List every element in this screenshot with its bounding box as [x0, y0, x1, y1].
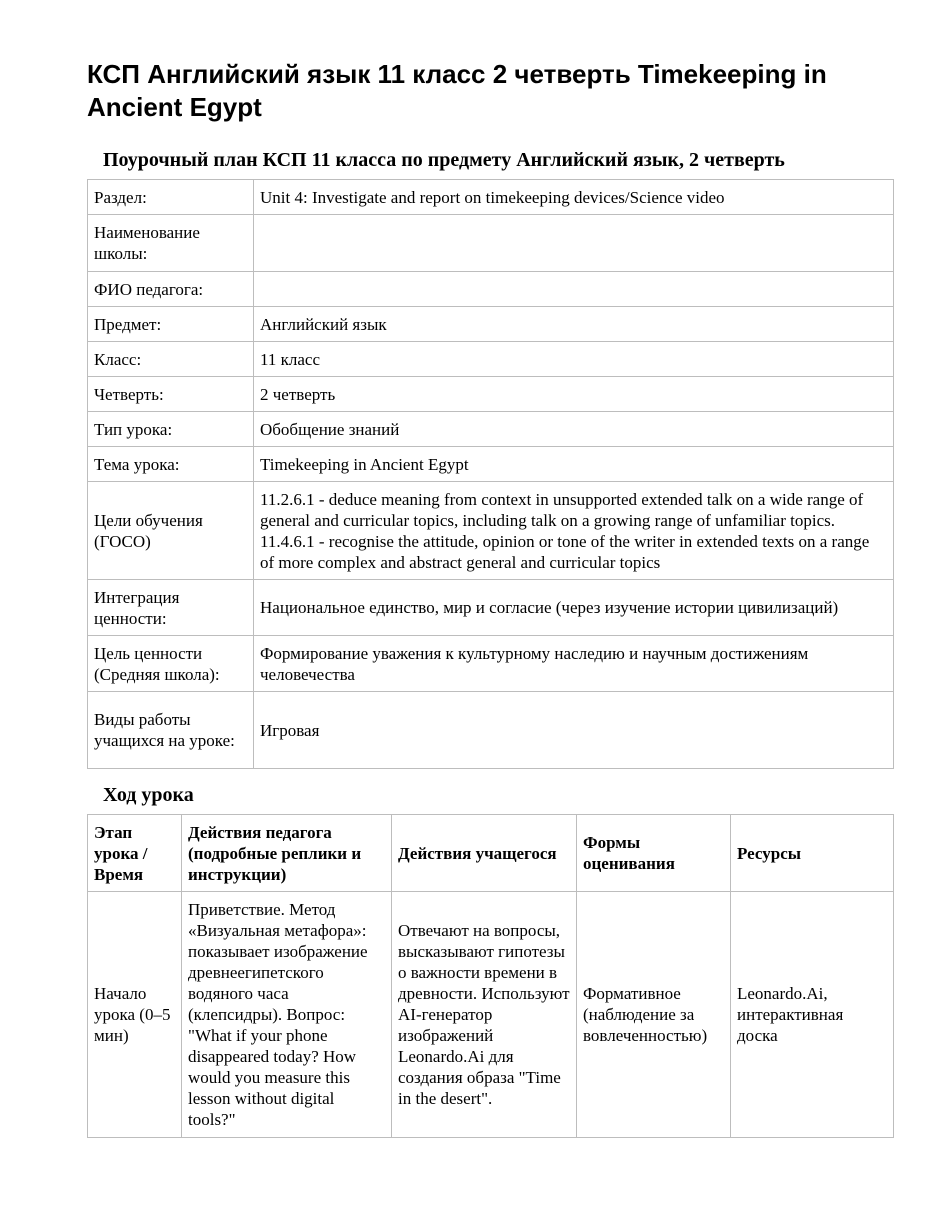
info-value: 2 четверть — [254, 377, 894, 412]
table-row — [88, 482, 894, 580]
column-header-student-actions: Действия учащегося — [392, 815, 577, 892]
info-label: Тип урока: — [88, 412, 254, 447]
document-title: КСП Английский язык 11 класс 2 четверть Timekeeping in Ancient Egypt — [87, 59, 827, 122]
info-value: Timekeeping in Ancient Egypt — [254, 447, 894, 482]
info-value: 11 класс — [254, 342, 894, 377]
info-label: ФИО педагога: — [88, 272, 254, 307]
table-row — [88, 342, 894, 377]
info-label: Наименование школы: — [88, 215, 254, 272]
info-label: Интеграция ценности: — [88, 580, 254, 636]
info-value: Формирование уважения к культурному наследию и научным достижениям человечества — [254, 636, 894, 692]
column-header-teacher-actions: Действия педагога (подробные реплики и инструкции) — [182, 815, 392, 892]
table-row — [88, 307, 894, 342]
table-row — [88, 377, 894, 412]
student-actions-cell: Отвечают на вопросы, высказывают гипотезы о важности времени в древности. Используют AI-генератор изображений Leonardo.Ai для создания образа "Time in the desert". — [392, 892, 577, 1138]
stage-cell: Начало урока (0–5 мин) — [88, 892, 182, 1138]
info-value: Английский язык — [254, 307, 894, 342]
table-row — [88, 892, 894, 1138]
lesson-plan-heading: Поурочный план КСП 11 класса по предмету Английский язык, 2 четверть — [103, 149, 785, 171]
info-label: Виды работы учащихся на уроке: — [88, 692, 254, 769]
table-row — [88, 272, 894, 307]
table-row — [88, 412, 894, 447]
column-header-assessment: Формы оценивания — [577, 815, 731, 892]
table-row — [88, 215, 894, 272]
info-label: Цели обучения (ГОСО) — [88, 482, 254, 580]
column-header-resources: Ресурсы — [731, 815, 894, 892]
table-row — [88, 692, 894, 769]
resources-cell: Leonardo.Ai, интерактивная доска — [731, 892, 894, 1138]
column-header-stage: Этап урока / Время — [88, 815, 182, 892]
lesson-info-table — [87, 179, 894, 769]
lesson-progress-heading: Ход урока — [103, 784, 194, 806]
table-row — [88, 636, 894, 692]
info-label: Предмет: — [88, 307, 254, 342]
table-header-row — [88, 815, 894, 892]
info-value: Национальное единство, мир и согласие (через изучение истории цивилизаций) — [254, 580, 894, 636]
info-value: Unit 4: Investigate and report on timekeeping devices/Science video — [254, 180, 894, 215]
table-row — [88, 580, 894, 636]
info-label: Четверть: — [88, 377, 254, 412]
assessment-cell: Формативное (наблюдение за вовлеченностью) — [577, 892, 731, 1138]
info-label: Раздел: — [88, 180, 254, 215]
info-value: Обобщение знаний — [254, 412, 894, 447]
table-row — [88, 180, 894, 215]
info-value: Игровая — [254, 692, 894, 769]
lesson-progress-table — [87, 814, 894, 1138]
info-value — [254, 272, 894, 307]
teacher-actions-cell: Приветствие. Метод «Визуальная метафора»: показывает изображение древнеегипетского водяного часа (клепсидры). Вопрос: "What if your phone disappeared today? How would you measure this lesson without digital tools?" — [182, 892, 392, 1138]
info-label: Цель ценности (Средняя школа): — [88, 636, 254, 692]
info-value: 11.2.6.1 - deduce meaning from context in unsupported extended talk on a wide range of general and curricular topics, including talk on a growing range of unfamiliar topics. 11.4.6.1 - recognise the attitude, opinion or tone of the writer in extended texts on a range of more complex and abstract general and curricular topics — [254, 482, 894, 580]
info-label: Класс: — [88, 342, 254, 377]
table-row — [88, 447, 894, 482]
info-label: Тема урока: — [88, 447, 254, 482]
info-value — [254, 215, 894, 272]
